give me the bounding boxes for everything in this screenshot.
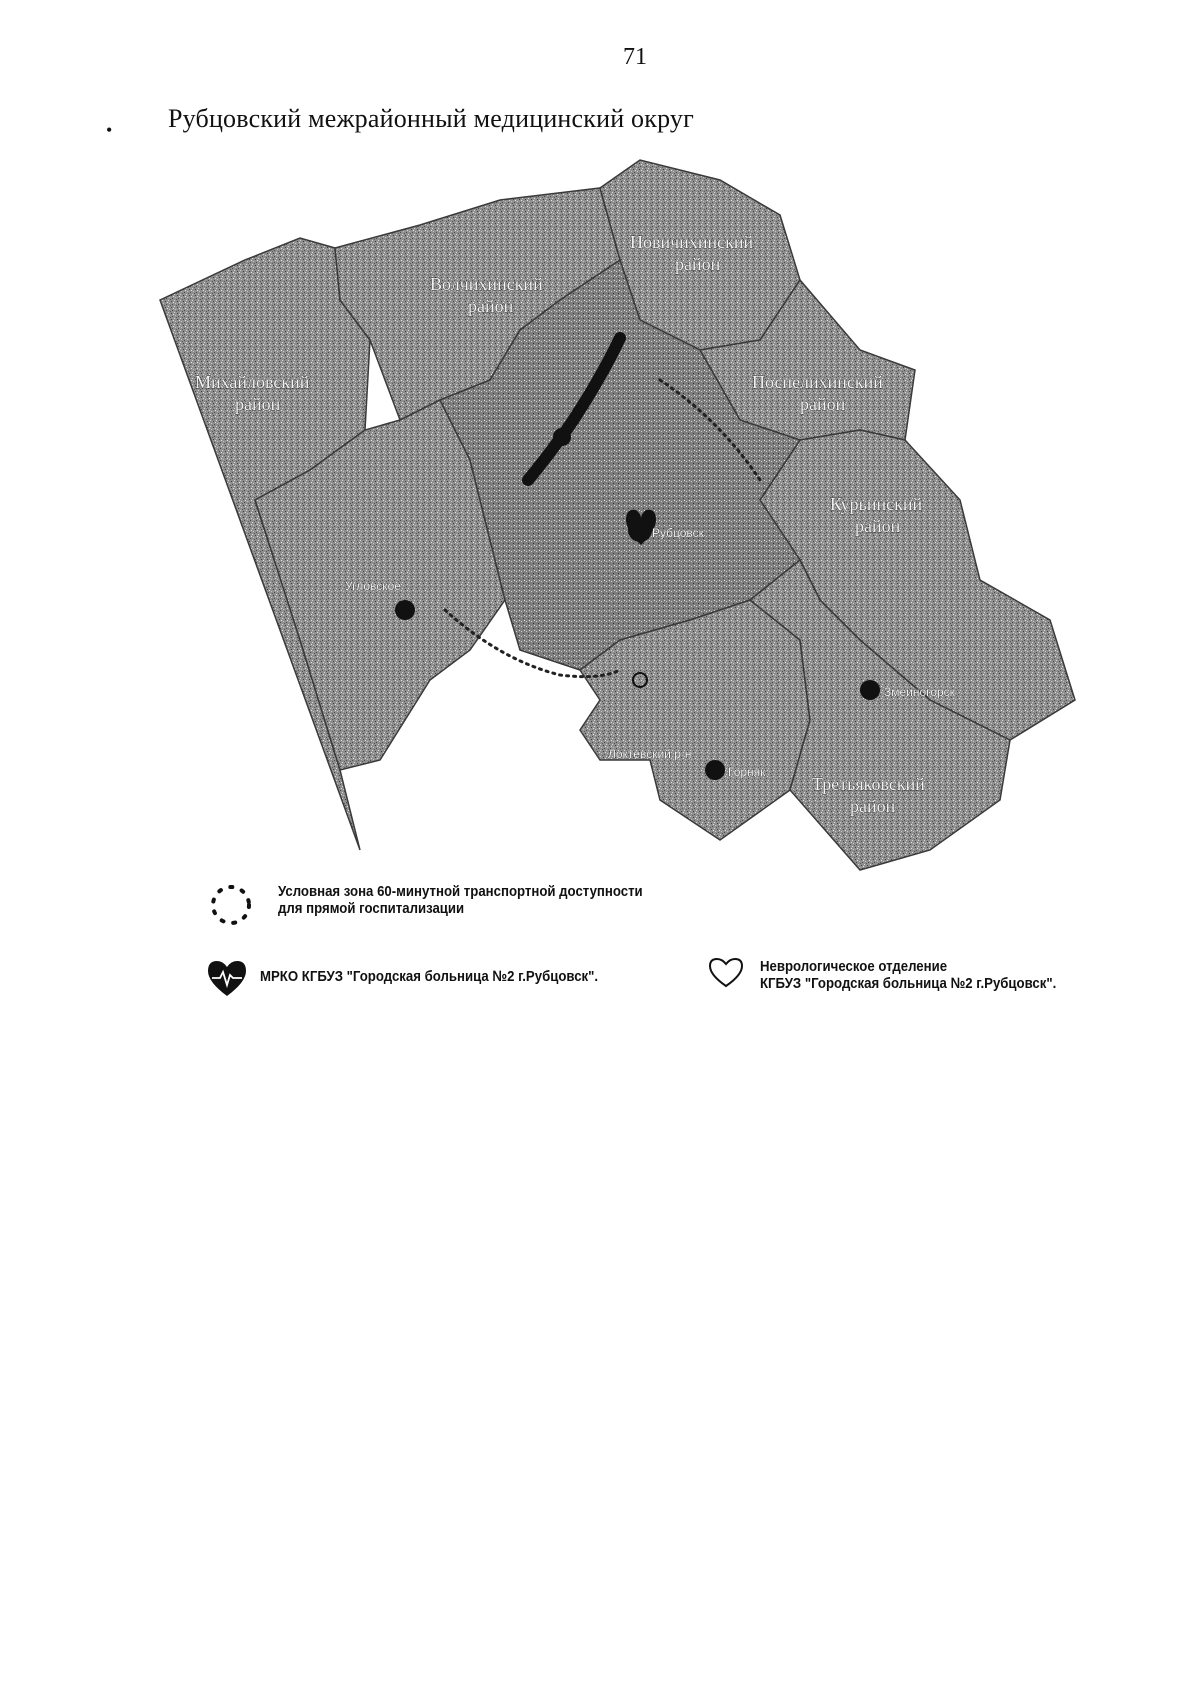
town-marker-volchikha — [553, 428, 571, 446]
region-label-novichikhinsky: Новичихинский район — [630, 232, 754, 274]
legend-zone-line1: Условная зона 60-минутной транспортной доступности — [278, 883, 643, 900]
town-marker-uglovskoe — [395, 600, 415, 620]
legend-neuro-line1: Неврологическое отделение — [760, 958, 948, 975]
town-marker-zmeinogorsk — [860, 680, 880, 700]
region-label-tretyakovsky: Третьяковский район — [812, 774, 925, 816]
town-label-zmeinogorsk: Змеиногорск — [884, 685, 955, 699]
legend-neuro-line2: КГБУЗ "Городская больница №2 г.Рубцовск". — [760, 975, 1057, 992]
heart-outline-icon — [708, 956, 744, 990]
region-label-pospelikhinsky: Поспелихинский район — [752, 372, 883, 414]
page-number: 71 — [623, 44, 647, 70]
town-label-loktevsky: Локтевский р-н — [608, 747, 692, 761]
dotted-circle-icon — [204, 882, 258, 928]
heart-pulse-icon — [206, 958, 248, 1000]
bullet-mark: • — [106, 120, 113, 140]
legend-mrko: МРКО КГБУЗ "Городская больница №2 г.Рубцовск". — [260, 968, 599, 985]
town-label-gornyak: Горняк — [728, 765, 766, 779]
region-label-kurinsky: Курьинский район — [830, 494, 923, 536]
town-marker-gornyak — [705, 760, 725, 780]
region-label-volchikhinsky: Волчихинский район — [430, 274, 543, 316]
region-label-mikhailovsky: Михайловский район — [195, 372, 310, 414]
town-label-uglovskoe: Угловское — [345, 579, 401, 593]
town-label-rubtsovsk: Рубцовск — [652, 526, 704, 540]
legend-zone-line2: для прямой госпитализации — [278, 900, 465, 917]
page-title: Рубцовский межрайонный медицинский округ — [168, 104, 694, 133]
